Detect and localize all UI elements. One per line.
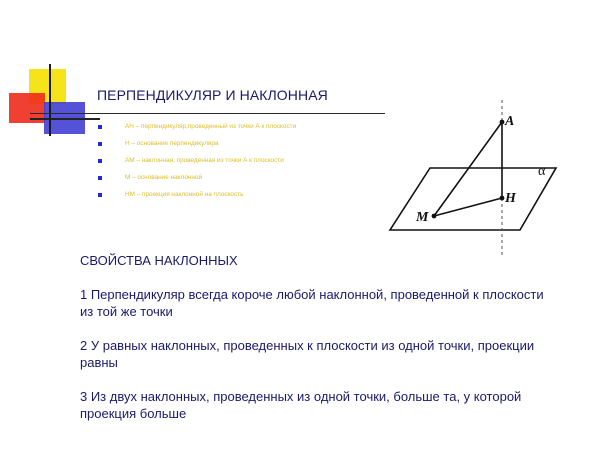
decor-horizontal-line-short bbox=[30, 118, 100, 120]
bullet-icon bbox=[98, 142, 102, 146]
properties-section bbox=[80, 252, 550, 439]
plane-alpha bbox=[390, 168, 556, 230]
label-alpha: α bbox=[538, 164, 546, 179]
list-item-text: М – основание наклонной bbox=[125, 174, 203, 181]
list-item-text: АН – перпендикуляр,проведенный из точки А к плоскости bbox=[125, 123, 297, 130]
bullet-icon bbox=[98, 159, 102, 163]
label-m: M bbox=[416, 210, 429, 225]
definition-list bbox=[98, 123, 308, 208]
list-item-text: НМ – проекция наклонной на плоскость bbox=[125, 191, 244, 198]
property-item: 1 Перпендикуляр всегда короче любой наклонной, проведенной к плоскости из той же точки bbox=[80, 287, 544, 319]
point-m-dot bbox=[432, 214, 437, 219]
point-a-dot bbox=[500, 120, 505, 125]
bullet-icon bbox=[98, 125, 102, 129]
label-a: A bbox=[505, 114, 515, 129]
property-item: 3 Из двух наклонных, проведенных из одной точки, больше та, у которой проекция больше bbox=[80, 389, 522, 421]
list-item bbox=[98, 140, 308, 148]
list-item-text: Н – основание перпендикуляра bbox=[125, 140, 219, 147]
list-item bbox=[98, 191, 308, 199]
point-h-dot bbox=[500, 196, 505, 201]
list-item bbox=[98, 174, 308, 182]
decor-vertical-line bbox=[49, 64, 51, 136]
list-item bbox=[98, 123, 308, 131]
geometry-figure bbox=[380, 100, 560, 260]
bullet-icon bbox=[98, 193, 102, 197]
list-item-text: АМ – наклонная, проведенная из точки А к плоскости bbox=[125, 157, 284, 164]
bullet-icon bbox=[98, 176, 102, 180]
decor-horizontal-line bbox=[30, 113, 385, 114]
list-item bbox=[98, 157, 308, 165]
property-item: 2 У равных наклонных, проведенных к плоскости из одной точки, проекции равны bbox=[80, 338, 535, 370]
label-h: H bbox=[505, 191, 516, 206]
inclined-am bbox=[434, 122, 502, 216]
page-title: ПЕРПЕНДИКУЛЯР И НАКЛОННАЯ bbox=[97, 87, 328, 103]
section-heading: СВОЙСТВА НАКЛОННЫХ bbox=[80, 253, 238, 268]
